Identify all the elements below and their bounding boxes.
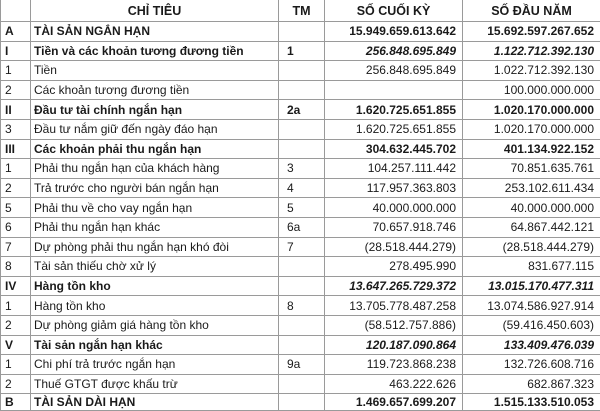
row-tm: 8 bbox=[279, 296, 325, 316]
table-row bbox=[1, 61, 600, 81]
row-begin-value: 15.692.597.267.652 bbox=[463, 22, 600, 42]
row-tm bbox=[279, 139, 325, 159]
row-tm bbox=[279, 315, 325, 335]
row-name: Phải thu ngắn hạn khác bbox=[31, 217, 279, 237]
row-code: II bbox=[1, 100, 31, 120]
row-name: Trả trước cho người bán ngắn hạn bbox=[31, 178, 279, 198]
table-row bbox=[1, 355, 600, 375]
row-name: Các khoản tương đương tiền bbox=[31, 80, 279, 100]
row-name: Đầu tư nắm giữ đến ngày đáo hạn bbox=[31, 119, 279, 139]
row-name: Tiền và các khoản tương đương tiền bbox=[31, 41, 279, 61]
table-row bbox=[1, 139, 600, 159]
row-end-value: 1.620.725.651.855 bbox=[325, 119, 463, 139]
row-name: Hàng tồn kho bbox=[31, 296, 279, 316]
row-tm: 4 bbox=[279, 178, 325, 198]
row-code: 2 bbox=[1, 315, 31, 335]
header-so-dau-nam: SỐ ĐẦU NĂM bbox=[463, 0, 600, 22]
row-code: B bbox=[1, 394, 31, 411]
row-code: 1 bbox=[1, 159, 31, 179]
row-begin-value: (28.518.444.279) bbox=[463, 237, 600, 257]
row-code: III bbox=[1, 139, 31, 159]
row-tm bbox=[279, 61, 325, 81]
row-tm bbox=[279, 80, 325, 100]
row-code: A bbox=[1, 22, 31, 42]
row-end-value: 13.647.265.729.372 bbox=[325, 276, 463, 296]
row-tm bbox=[279, 374, 325, 394]
row-begin-value: 70.851.635.761 bbox=[463, 159, 600, 179]
row-begin-value: 100.000.000.000 bbox=[463, 80, 600, 100]
row-name: Đầu tư tài chính ngắn hạn bbox=[31, 100, 279, 120]
row-end-value: 256.848.695.849 bbox=[325, 41, 463, 61]
header-code bbox=[1, 0, 31, 22]
row-tm: 1 bbox=[279, 41, 325, 61]
table-row bbox=[1, 178, 600, 198]
header-chi-tieu: CHỈ TIÊU bbox=[31, 0, 279, 22]
row-code: 2 bbox=[1, 178, 31, 198]
row-end-value: 304.632.445.702 bbox=[325, 139, 463, 159]
row-end-value: 13.705.778.487.258 bbox=[325, 296, 463, 316]
row-code: V bbox=[1, 335, 31, 355]
row-code: 2 bbox=[1, 80, 31, 100]
row-end-value: 15.949.659.613.642 bbox=[325, 22, 463, 42]
row-tm: 9a bbox=[279, 355, 325, 375]
row-name: Phải thu ngắn hạn của khách hàng bbox=[31, 159, 279, 179]
row-tm: 5 bbox=[279, 198, 325, 218]
row-code: IV bbox=[1, 276, 31, 296]
row-name: Chi phí trả trước ngắn hạn bbox=[31, 355, 279, 375]
row-end-value: 463.222.626 bbox=[325, 374, 463, 394]
row-end-value: 40.000.000.000 bbox=[325, 198, 463, 218]
row-begin-value: 13.074.586.927.914 bbox=[463, 296, 600, 316]
table-row bbox=[1, 80, 600, 100]
table-row bbox=[1, 257, 600, 277]
table-row bbox=[1, 119, 600, 139]
row-tm: 7 bbox=[279, 237, 325, 257]
row-end-value: 278.495.990 bbox=[325, 257, 463, 277]
table-row bbox=[1, 198, 600, 218]
row-begin-value: 1.515.133.510.053 bbox=[463, 394, 600, 411]
row-tm bbox=[279, 394, 325, 411]
row-end-value: 256.848.695.849 bbox=[325, 61, 463, 81]
table-row bbox=[1, 217, 600, 237]
row-name: Thuế GTGT được khấu trừ bbox=[31, 374, 279, 394]
row-name: Tài sản ngắn hạn khác bbox=[31, 335, 279, 355]
table-header-row bbox=[1, 0, 600, 22]
row-tm: 2a bbox=[279, 100, 325, 120]
table-row bbox=[1, 276, 600, 296]
row-name: Tiền bbox=[31, 61, 279, 81]
table-row bbox=[1, 394, 600, 411]
row-tm bbox=[279, 119, 325, 139]
row-begin-value: 1.122.712.392.130 bbox=[463, 41, 600, 61]
row-code: 5 bbox=[1, 198, 31, 218]
row-begin-value: 13.015.170.477.311 bbox=[463, 276, 600, 296]
table-row bbox=[1, 315, 600, 335]
row-begin-value: 401.134.922.152 bbox=[463, 139, 600, 159]
row-tm bbox=[279, 335, 325, 355]
row-end-value bbox=[325, 80, 463, 100]
header-tm: TM bbox=[279, 0, 325, 22]
table-row bbox=[1, 100, 600, 120]
row-begin-value: 253.102.611.434 bbox=[463, 178, 600, 198]
row-name: Hàng tồn kho bbox=[31, 276, 279, 296]
row-begin-value: 831.677.115 bbox=[463, 257, 600, 277]
row-name: Dự phòng giảm giá hàng tồn kho bbox=[31, 315, 279, 335]
row-code: 3 bbox=[1, 119, 31, 139]
row-end-value: 117.957.363.803 bbox=[325, 178, 463, 198]
row-code: I bbox=[1, 41, 31, 61]
row-begin-value: 40.000.000.000 bbox=[463, 198, 600, 218]
table-row bbox=[1, 374, 600, 394]
row-name: Các khoản phải thu ngắn hạn bbox=[31, 139, 279, 159]
table-row bbox=[1, 22, 600, 42]
row-begin-value: 64.867.442.121 bbox=[463, 217, 600, 237]
row-code: 6 bbox=[1, 217, 31, 237]
table-row bbox=[1, 296, 600, 316]
row-begin-value: (59.416.450.603) bbox=[463, 315, 600, 335]
row-tm: 6a bbox=[279, 217, 325, 237]
row-tm: 3 bbox=[279, 159, 325, 179]
header-so-cuoi-ky: SỐ CUỐI KỲ bbox=[325, 0, 463, 22]
row-end-value: 70.657.918.746 bbox=[325, 217, 463, 237]
row-name: Dự phòng phải thu ngắn hạn khó đòi bbox=[31, 237, 279, 257]
table-row bbox=[1, 41, 600, 61]
row-end-value: 1.620.725.651.855 bbox=[325, 100, 463, 120]
row-begin-value: 1.020.170.000.000 bbox=[463, 119, 600, 139]
row-end-value: 1.469.657.699.207 bbox=[325, 394, 463, 411]
row-code: 7 bbox=[1, 237, 31, 257]
row-code: 8 bbox=[1, 257, 31, 277]
row-tm bbox=[279, 257, 325, 277]
table-row bbox=[1, 159, 600, 179]
row-tm bbox=[279, 276, 325, 296]
row-name: Tài sản thiếu chờ xử lý bbox=[31, 257, 279, 277]
row-end-value: 104.257.111.442 bbox=[325, 159, 463, 179]
row-name: TÀI SẢN NGẮN HẠN bbox=[31, 22, 279, 42]
row-end-value: (28.518.444.279) bbox=[325, 237, 463, 257]
row-begin-value: 133.409.476.039 bbox=[463, 335, 600, 355]
row-code: 1 bbox=[1, 355, 31, 375]
row-code: 1 bbox=[1, 61, 31, 81]
row-name: Phải thu về cho vay ngắn hạn bbox=[31, 198, 279, 218]
row-name: TÀI SẢN DÀI HẠN bbox=[31, 394, 279, 411]
row-begin-value: 1.022.712.392.130 bbox=[463, 61, 600, 81]
row-begin-value: 1.020.170.000.000 bbox=[463, 100, 600, 120]
table-row bbox=[1, 237, 600, 257]
table-row bbox=[1, 335, 600, 355]
row-begin-value: 682.867.323 bbox=[463, 374, 600, 394]
row-end-value: 119.723.868.238 bbox=[325, 355, 463, 375]
row-code: 2 bbox=[1, 374, 31, 394]
row-code: 1 bbox=[1, 296, 31, 316]
row-tm bbox=[279, 22, 325, 42]
row-begin-value: 132.726.608.716 bbox=[463, 355, 600, 375]
row-end-value: (58.512.757.886) bbox=[325, 315, 463, 335]
row-end-value: 120.187.090.864 bbox=[325, 335, 463, 355]
